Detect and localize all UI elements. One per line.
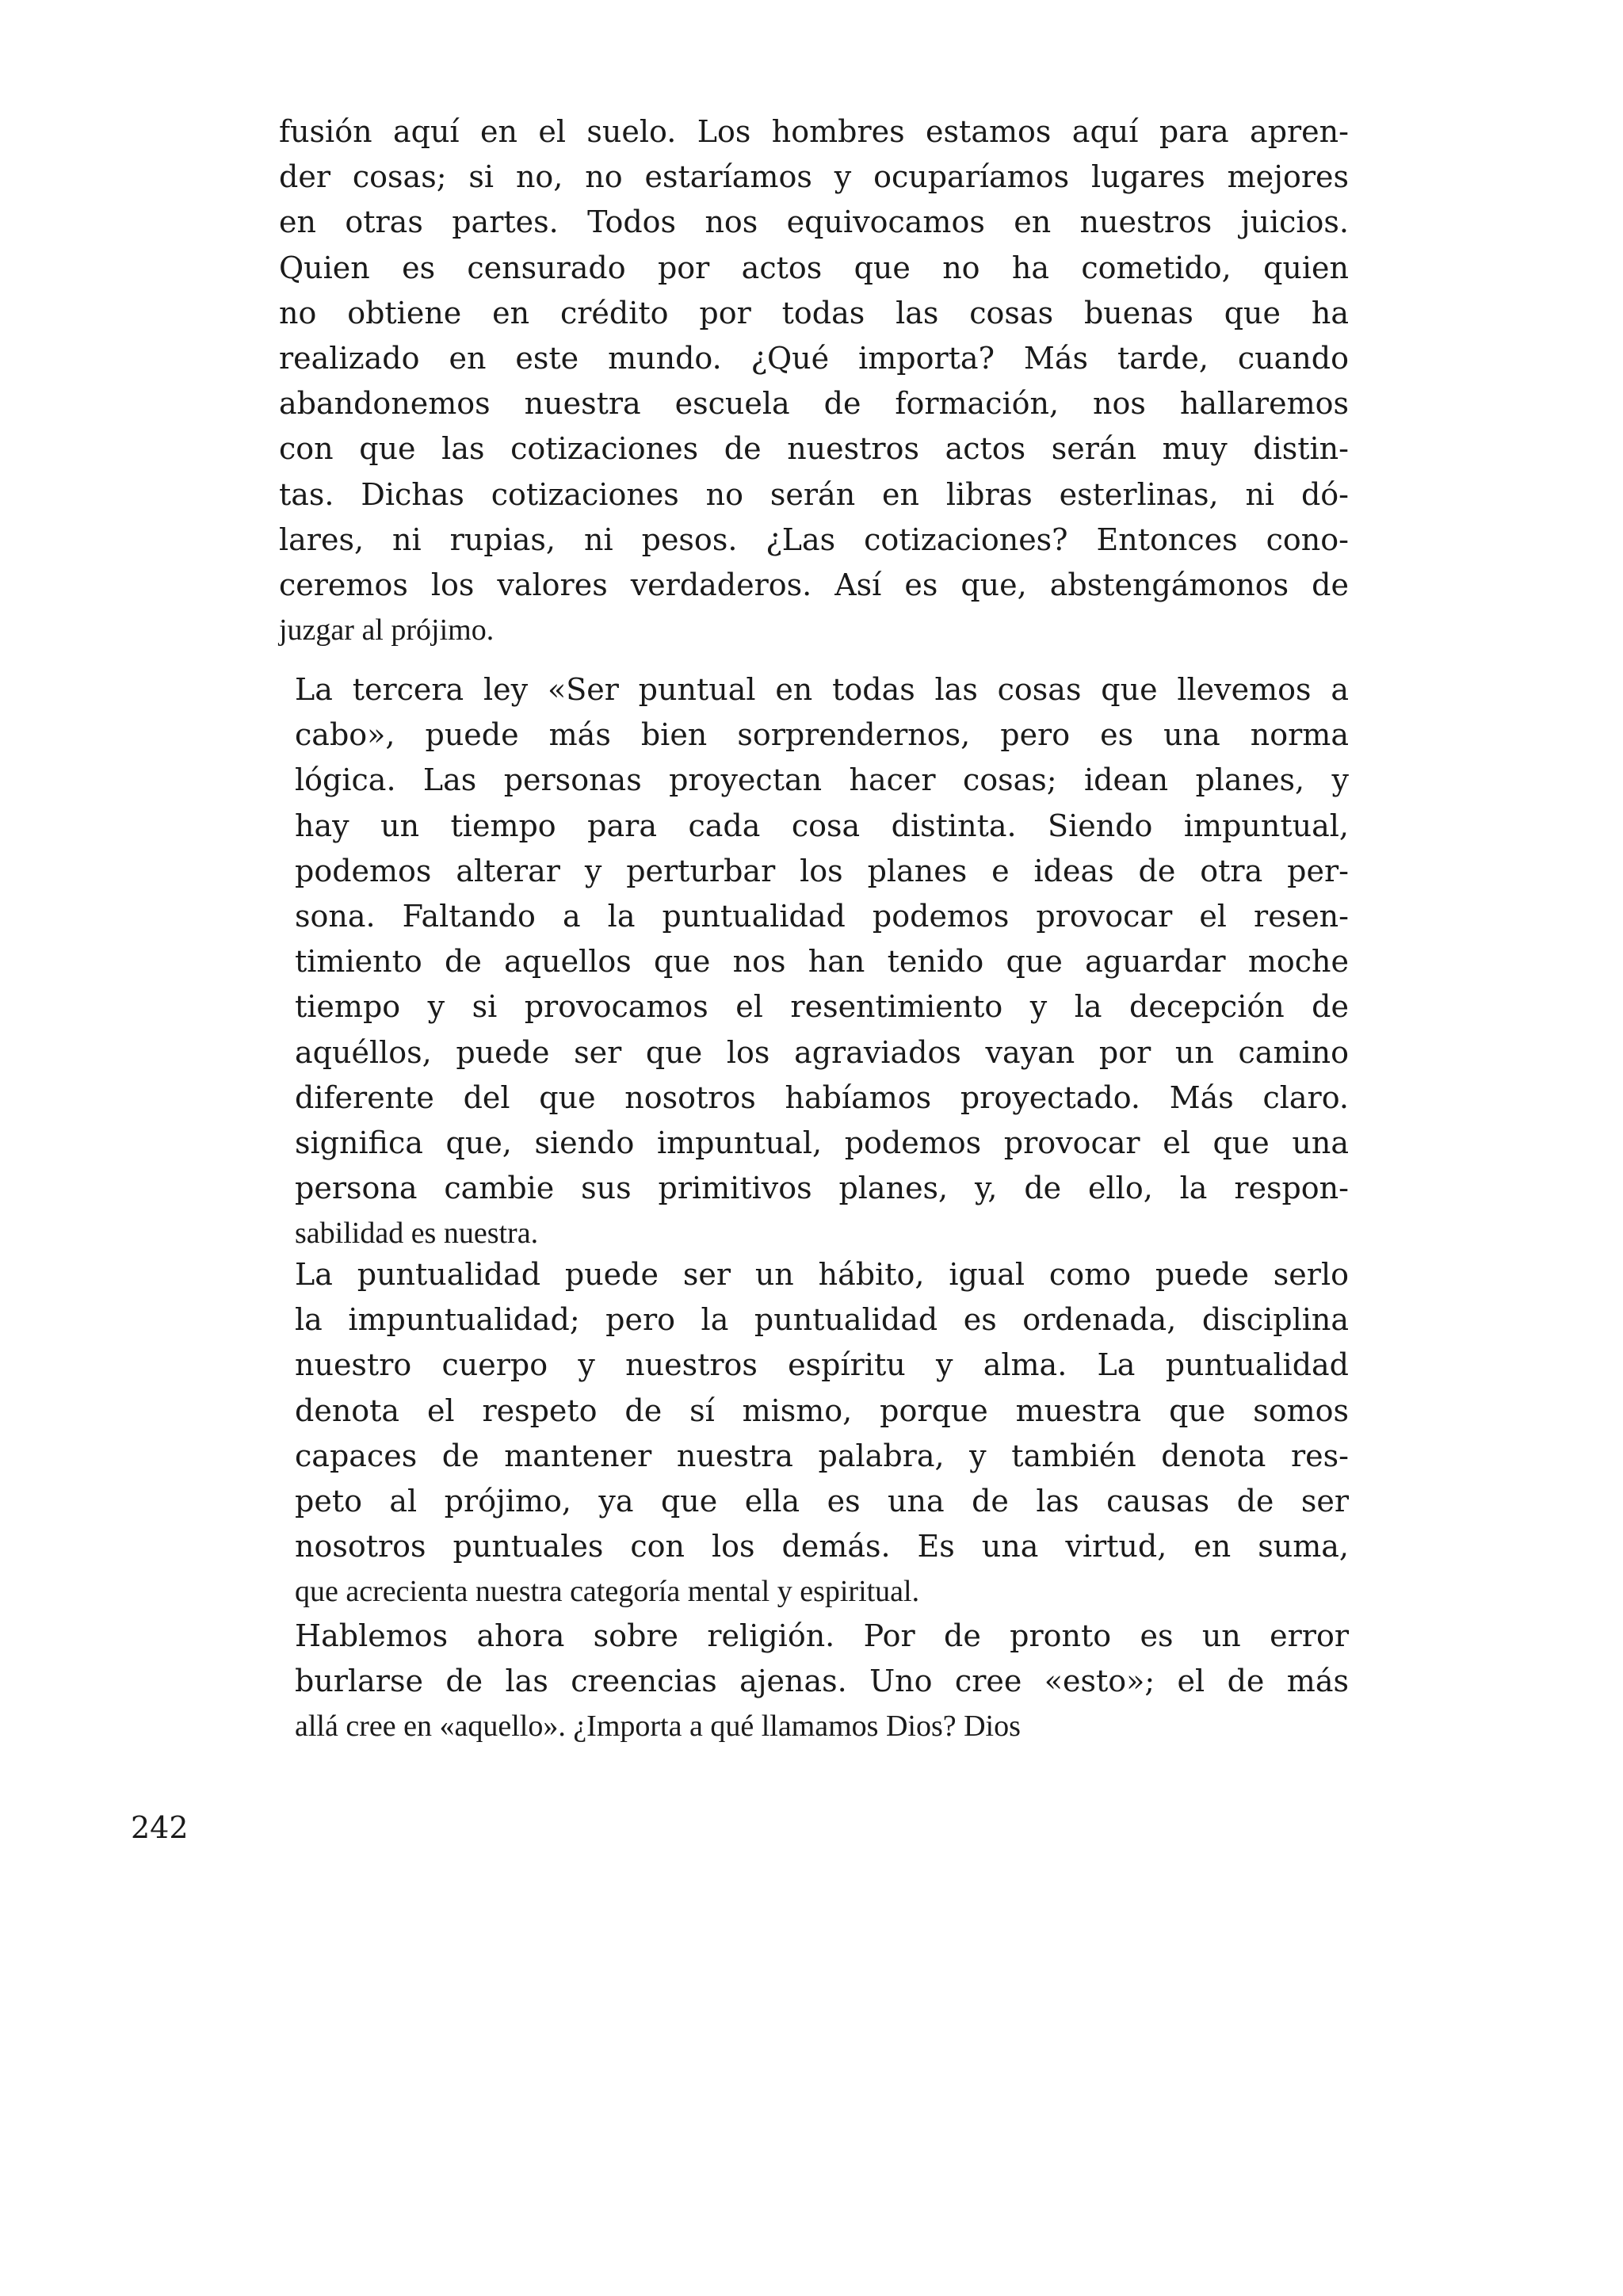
text-line: tas. Dichas cotizaciones no serán en libras esterlinas, ni dó- [279,476,1349,512]
text-line: significa que, siendo impuntual, podemos provocar el que una [295,1125,1349,1160]
text-line: lógica. Las personas proyectan hacer cosas; idean planes, y [295,762,1349,798]
text-line: Hablemos ahora sobre religión. Por de pronto es un error [295,1618,1349,1653]
text-line: tiempo y si provocamos el resentimiento y la decepción de [295,989,1349,1025]
paragraph-3 [295,1252,1349,1615]
text-line: juzgar al prójimo. [279,613,495,648]
text-line: nosotros puntuales con los demás. Es una virtud, en suma, [295,1529,1349,1564]
text-line: denota el respeto de sí mismo, porque muestra que somos [295,1392,1349,1428]
text-line: allá cree en «aquello». ¿Importa a qué llamamos Dios? Dios [295,1710,1021,1744]
text-line: con que las cotizaciones de nuestros actos serán muy distin- [279,431,1349,467]
text-line: Quien es censurado por actos que no ha cometido, quien [279,250,1349,285]
text-line: sona. Faltando a la puntualidad podemos provocar el resen- [295,898,1349,934]
text-line: aquéllos, puede ser que los agraviados vayan por un camino [295,1034,1349,1070]
text-line: abandonemos nuestra escuela de formación, nos hallaremos [279,386,1349,422]
text-line: en otras partes. Todos nos equivocamos en nuestros juicios. [279,204,1349,240]
text-line: ceremos los valores verdaderos. Así es que, abstengámonos de [279,567,1349,602]
text-line: diferente del que nosotros habíamos proyectado. Más claro. [295,1079,1349,1115]
text-line: der cosas; si no, no estaríamos y ocuparíamos lugares mejores [279,159,1349,195]
page-number: 242 [131,1810,189,1845]
paragraph-1 [279,109,1349,653]
text-line: capaces de mantener nuestra palabra, y también denota res- [295,1438,1349,1473]
text-line: peto al prójimo, ya que ella es una de las causas de ser [295,1483,1349,1519]
text-line: La puntualidad puede ser un hábito, igual como puede serlo [295,1257,1349,1292]
text-line: sabilidad es nuestra. [295,1217,539,1251]
text-line: hay un tiempo para cada cosa distinta. Siendo impuntual, [295,808,1349,843]
text-line: no obtiene en crédito por todas las cosas buenas que ha [279,295,1349,330]
paragraph-2 [295,667,1349,1256]
text-line: la impuntualidad; pero la puntualidad es ordenada, disciplina [295,1302,1349,1338]
text-line: realizado en este mundo. ¿Qué importa? Más tarde, cuando [279,340,1349,376]
text-line: nuestro cuerpo y nuestros espíritu y alma. La puntualidad [295,1347,1349,1383]
text-line: La tercera ley «Ser puntual en todas las cosas que llevemos a [295,672,1349,707]
text-line: burlarse de las creencias ajenas. Uno cree «esto»; el de más [295,1664,1349,1699]
text-line: podemos alterar y perturbar los planes e ideas de otra per- [295,853,1349,888]
text-line: timiento de aquellos que nos han tenido que aguardar moche [295,944,1349,980]
text-line: persona cambie sus primitivos planes, y, de ello, la respon- [295,1171,1349,1206]
text-line: cabo», puede más bien sorprendernos, pero es una norma [295,717,1349,753]
text-line: que acrecienta nuestra categoría mental y espiritual. [295,1575,920,1609]
text-line: fusión aquí en el suelo. Los hombres estamos aquí para apren- [279,114,1349,149]
text-line: lares, ni rupias, ni pesos. ¿Las cotizaciones? Entonces cono- [279,521,1349,557]
paragraph-4 [295,1614,1349,1750]
